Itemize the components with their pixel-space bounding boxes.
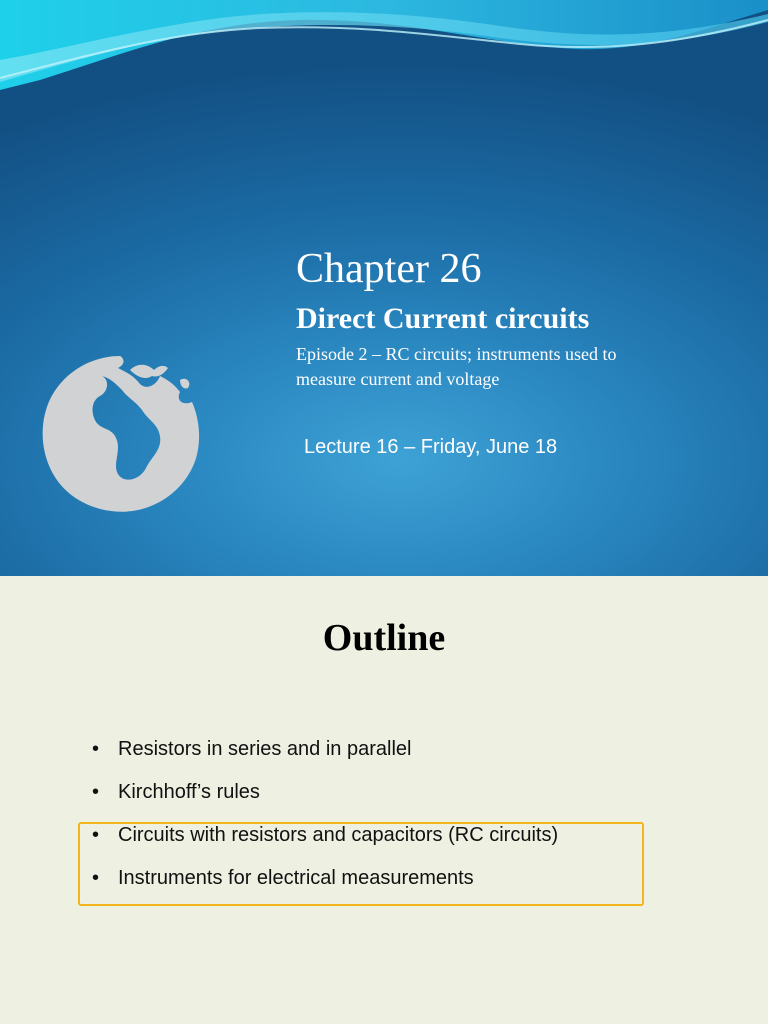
list-item-text: Circuits with resistors and capacitors (RC circuits) <box>118 824 559 846</box>
outline-list <box>90 738 558 910</box>
bullet-icon: • <box>92 867 100 889</box>
outline-title: Outline <box>322 617 446 659</box>
globe-icon <box>30 340 210 520</box>
lecture-info: Lecture 16 – Friday, June 18 <box>304 436 558 458</box>
chapter-title: Chapter 26 <box>296 246 482 292</box>
bullet-icon: • <box>92 781 100 803</box>
list-item-text: Resistors in series and in parallel <box>118 738 412 760</box>
list-item-text: Instruments for electrical measurements <box>118 867 474 889</box>
list-item <box>90 824 558 867</box>
episode-description <box>296 342 736 392</box>
bullet-icon: • <box>92 824 100 846</box>
list-item <box>90 738 558 781</box>
wave-decoration <box>0 0 768 110</box>
episode-line-1: Episode 2 – RC circuits; instruments used to <box>296 344 617 364</box>
list-item <box>90 781 558 824</box>
list-item <box>90 867 558 910</box>
episode-line-2: measure current and voltage <box>296 369 500 389</box>
list-item-text: Kirchhoff’s rules <box>118 781 260 803</box>
outline-slide <box>0 576 768 1024</box>
bullet-icon: • <box>92 738 100 760</box>
chapter-subtitle: Direct Current circuits <box>296 302 590 335</box>
